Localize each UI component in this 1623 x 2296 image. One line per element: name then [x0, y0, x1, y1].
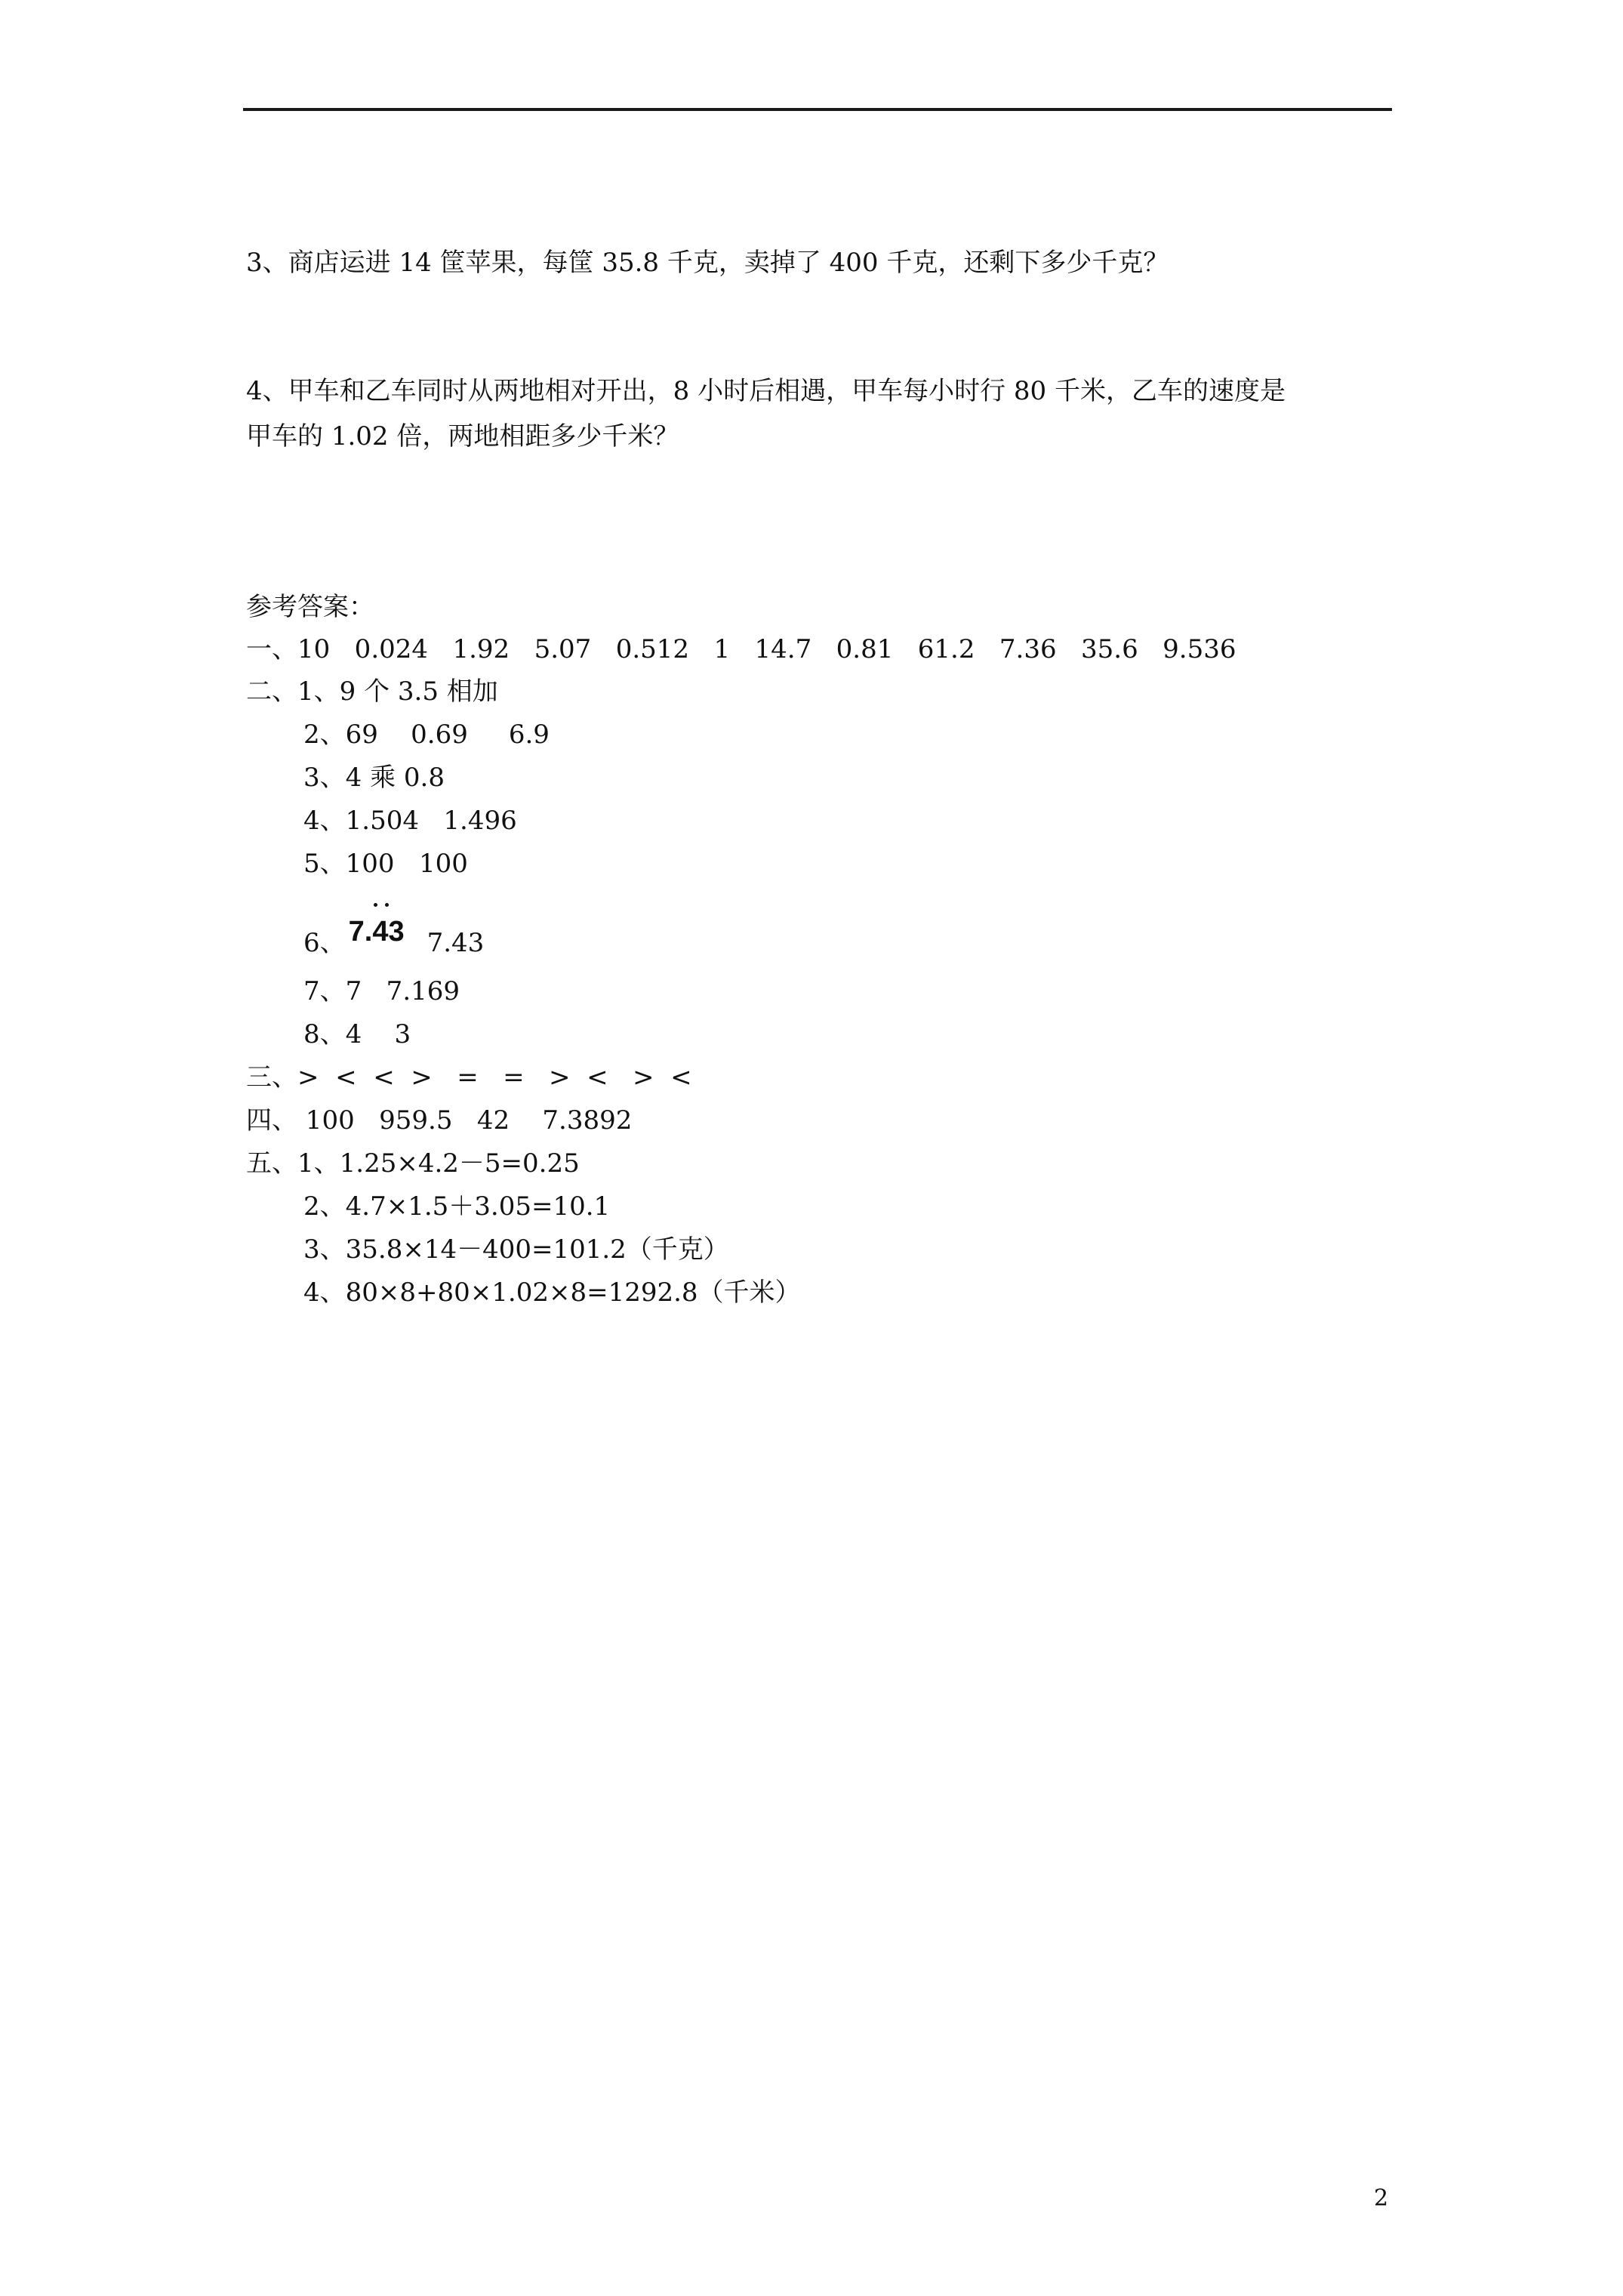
answer-section-2-item-6 [303, 916, 485, 960]
question-3: 3、商店运进 14 筐苹果，每筐 35.8 千克，卖掉了 400 千克，还剩下多少千克？ [246, 248, 1169, 278]
repeating-decimal [349, 915, 405, 948]
question-4-line-2: 甲车的 1.02 倍，两地相距多少千米？ [246, 421, 679, 451]
answer-section-1: 一、10 0.024 1.92 5.07 0.512 1 14.7 0.81 61.2 7.36 35.6 9.536 [246, 634, 1236, 664]
answer-section-2-item-8: 8、4 3 [303, 1019, 411, 1049]
answer-section-2-item-7: 7、7 7.169 [303, 976, 460, 1006]
answer-section-5-item-1: 五、1、1.25×4.2－5=0.25 [246, 1148, 580, 1179]
answer-section-4: 四、 100 959.5 42 7.3892 [246, 1105, 633, 1136]
repeat-dot [385, 903, 389, 907]
answers-heading: 参考答案： [246, 592, 374, 622]
answer-section-5-item-2: 2、4.7×1.5＋3.05=10.1 [303, 1191, 611, 1222]
answer-section-2-item-2: 2、69 0.69 6.9 [303, 720, 550, 750]
answer-section-3: 三、> < < > = = > < > < [246, 1062, 692, 1093]
item-6-prefix: 6、 [303, 928, 346, 958]
repeating-decimal-digits: 7.43 [348, 916, 405, 948]
answer-section-2-item-3: 3、4 乘 0.8 [303, 763, 445, 793]
answer-section-5-item-4: 4、80×8+80×1.02×8=1292.8（千米） [303, 1277, 801, 1308]
question-4-line-1: 4、甲车和乙车同时从两地相对开出，8 小时后相遇，甲车每小时行 80 千米，乙车的速度是 [246, 376, 1286, 406]
repeat-dot [374, 903, 377, 907]
item-6-value: 7.43 [427, 928, 485, 958]
answer-section-2-item-4: 4、1.504 1.496 [303, 806, 517, 836]
answer-section-5-item-3: 3、35.8×14－400=101.2（千克） [303, 1234, 729, 1265]
page-number: 2 [1374, 2185, 1389, 2211]
answer-section-2-item-1: 二、1、9 个 3.5 相加 [246, 676, 498, 707]
header-rule [243, 108, 1392, 111]
answer-section-2-item-5: 5、100 100 [303, 849, 468, 879]
